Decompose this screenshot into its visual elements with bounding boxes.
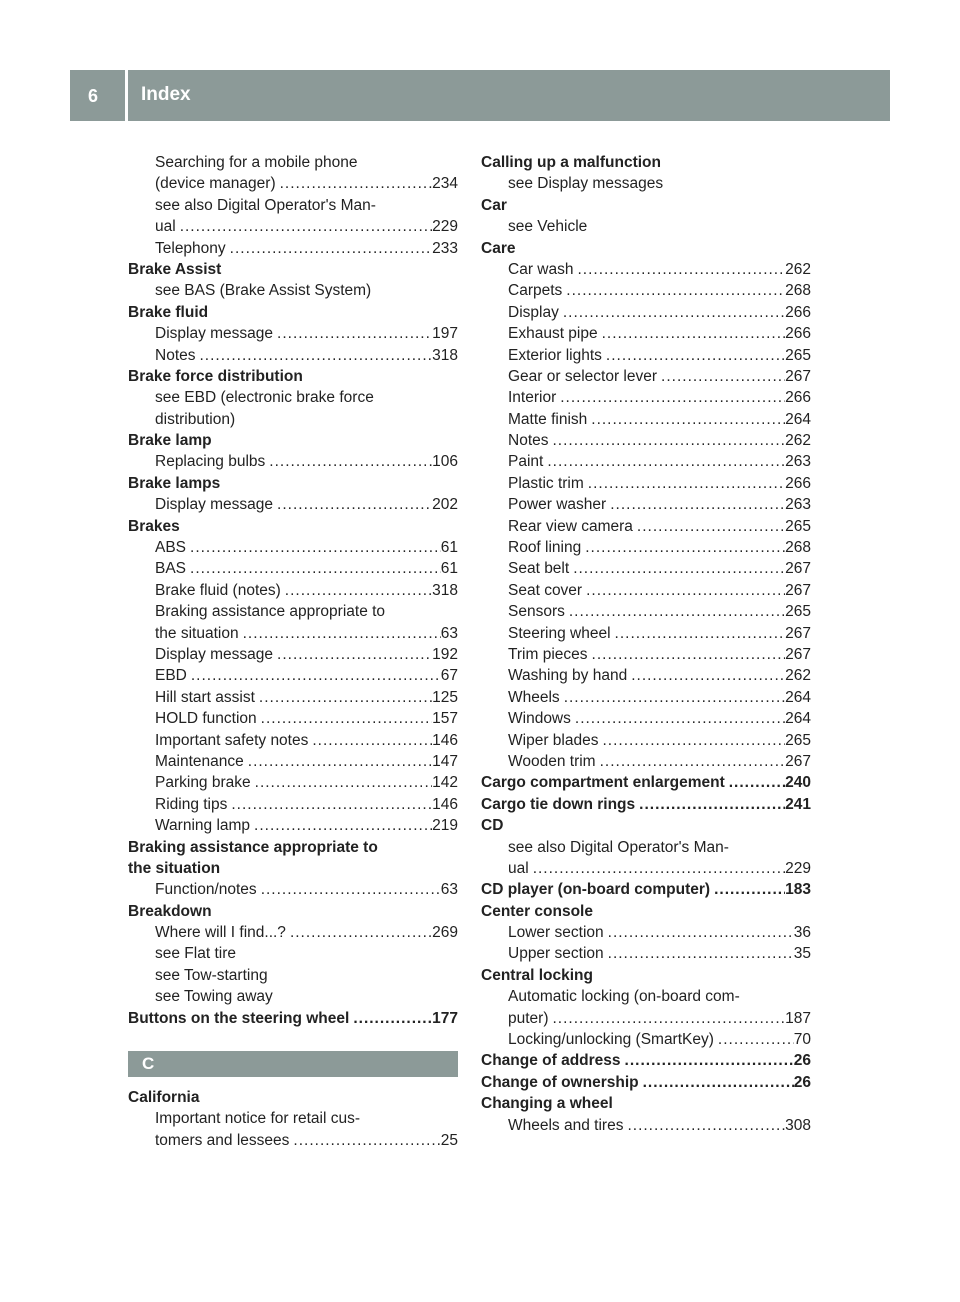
dot-leader: [604, 922, 794, 943]
index-subentry: [128, 879, 458, 900]
index-subentry: [481, 537, 811, 558]
entry-label: Change of address: [481, 1052, 621, 1070]
index-subentry: [128, 238, 458, 259]
index-subentry: [128, 730, 458, 751]
index-subentry: [481, 280, 811, 301]
page-reference: 265: [785, 517, 811, 535]
page-reference: 106: [432, 453, 458, 471]
page-reference: 265: [785, 346, 811, 364]
page-reference: 263: [785, 453, 811, 471]
page-reference: 241: [785, 795, 811, 813]
entry-label: ual: [155, 218, 176, 236]
dot-leader: [226, 238, 432, 259]
index-subentry: see also Digital Operator's Man-: [508, 838, 729, 856]
page-reference: 266: [785, 303, 811, 321]
dot-leader: [602, 345, 785, 366]
page-reference: 234: [432, 175, 458, 193]
entry-label: Display message: [155, 325, 274, 343]
entry-label: Interior: [508, 389, 557, 407]
page-reference: 263: [785, 496, 811, 514]
entry-label: Power washer: [508, 496, 607, 514]
index-subentry: [481, 1029, 811, 1050]
page-reference: 26: [793, 1052, 811, 1070]
page-reference: 26: [793, 1073, 811, 1091]
index-heading: Car: [481, 196, 507, 214]
index-subentry: see Tow-starting: [155, 966, 268, 984]
page-reference: 219: [432, 817, 458, 835]
index-subentry: see Display messages: [508, 175, 664, 193]
index-subentry: [128, 708, 458, 729]
page-reference: 25: [440, 1131, 458, 1149]
index-column-right: [481, 152, 811, 1136]
page-reference: 318: [432, 346, 458, 364]
entry-label: Roof lining: [508, 539, 582, 557]
entry-label: the situation: [155, 624, 239, 642]
entry-label: Windows: [508, 710, 571, 728]
index-subentry: see EBD (electronic brake force: [155, 389, 374, 407]
index-heading: Brake lamps: [128, 474, 221, 492]
dot-leader: [598, 323, 786, 344]
index-subentry: [481, 601, 811, 622]
page-reference: 197: [432, 325, 458, 343]
index-heading: [481, 1072, 811, 1093]
index-heading: Brakes: [128, 517, 180, 535]
index-subentry: [481, 623, 811, 644]
entry-label: Wiper blades: [508, 731, 599, 749]
page-reference: 267: [785, 645, 811, 663]
entry-label: Display: [508, 303, 559, 321]
index-column-left: [128, 152, 458, 1151]
page-reference: 266: [785, 325, 811, 343]
index-subentry: see Vehicle: [508, 218, 588, 236]
index-subentry: [128, 580, 458, 601]
page-reference: 229: [432, 218, 458, 236]
dot-leader: [611, 623, 786, 644]
entry-label: Paint: [508, 453, 544, 471]
dot-leader: [281, 580, 432, 601]
dot-leader: [244, 751, 432, 772]
index-subentry: [481, 259, 811, 280]
dot-leader: [543, 451, 785, 472]
dot-leader: [273, 323, 432, 344]
index-subentry: [481, 687, 811, 708]
dot-leader: [588, 644, 786, 665]
index-subentry: [481, 516, 811, 537]
index-heading: Care: [481, 239, 516, 257]
entry-label: ABS: [155, 539, 187, 557]
index-subentry: Braking assistance appropriate to: [155, 603, 386, 621]
dot-leader: [560, 687, 785, 708]
index-heading: [128, 1008, 458, 1029]
index-subentry: [128, 537, 458, 558]
dot-leader: [529, 858, 785, 879]
dot-leader: [186, 558, 441, 579]
index-subentry: [481, 494, 811, 515]
index-subentry: [128, 216, 458, 237]
page-reference: 233: [432, 239, 458, 257]
page-number: 6: [88, 86, 99, 106]
dot-leader: [349, 1008, 432, 1029]
index-subentry: [128, 665, 458, 686]
header-divider: [125, 70, 128, 121]
index-heading: [481, 1050, 811, 1071]
entry-label: Notes: [508, 432, 549, 450]
page-reference: 36: [793, 924, 811, 942]
entry-label: Riding tips: [155, 795, 228, 813]
page-reference: 268: [785, 539, 811, 557]
entry-label: Telephony: [155, 239, 226, 257]
page-header: [70, 70, 890, 121]
entry-label: Where will I find...?: [155, 924, 286, 942]
entry-label: Display message: [155, 496, 274, 514]
dot-leader: [273, 494, 432, 515]
dot-leader: [621, 1050, 794, 1071]
entry-label: Washing by hand: [508, 667, 628, 685]
entry-label: HOLD function: [155, 710, 257, 728]
entry-label: Important safety notes: [155, 731, 309, 749]
index-subentry: [128, 772, 458, 793]
index-subentry: [481, 409, 811, 430]
dot-leader: [571, 708, 785, 729]
dot-leader: [286, 922, 432, 943]
page-reference: 266: [785, 389, 811, 407]
index-subentry: see Towing away: [155, 988, 273, 1006]
page-reference: 125: [432, 688, 458, 706]
page-reference: 177: [432, 1009, 458, 1027]
index-heading: Brake Assist: [128, 260, 222, 278]
entry-label: Gear or selector lever: [508, 367, 658, 385]
entry-label: Display message: [155, 645, 274, 663]
dot-leader: [549, 430, 786, 451]
index-heading: Calling up a malfunction: [481, 154, 661, 171]
index-subentry: [481, 302, 811, 323]
entry-label: Upper section: [508, 945, 604, 963]
page-reference: 267: [785, 752, 811, 770]
index-subentry: [128, 751, 458, 772]
index-heading: CD: [481, 817, 504, 835]
entry-label: Warning lamp: [155, 817, 251, 835]
page-reference: 187: [785, 1009, 811, 1027]
index-heading: Brake force distribution: [128, 367, 303, 385]
entry-label: BAS: [155, 560, 187, 578]
index-subentry: [128, 558, 458, 579]
page-reference: 67: [440, 667, 458, 685]
page-reference: 240: [785, 774, 811, 792]
page-reference: 265: [785, 603, 811, 621]
index-subentry: see also Digital Operator's Man-: [155, 196, 376, 214]
index-subentry: [128, 451, 458, 472]
page-reference: 262: [785, 667, 811, 685]
index-subentry: [481, 922, 811, 943]
dot-leader: [635, 794, 785, 815]
index-heading: Brake fluid: [128, 303, 209, 321]
index-subentry: [128, 173, 458, 194]
index-subentry: [481, 473, 811, 494]
dot-leader: [627, 665, 785, 686]
entry-label: Steering wheel: [508, 624, 611, 642]
index-heading: [481, 772, 811, 793]
page-reference: 142: [432, 774, 458, 792]
index-subentry: [481, 387, 811, 408]
index-subentry: [481, 943, 811, 964]
page-reference: 264: [785, 688, 811, 706]
index-subentry: [481, 451, 811, 472]
page-reference: 269: [432, 924, 458, 942]
entry-label: puter): [508, 1009, 549, 1027]
index-subentry: [481, 323, 811, 344]
index-heading: Breakdown: [128, 902, 212, 920]
dot-leader: [186, 537, 441, 558]
dot-leader: [289, 1130, 440, 1151]
index-heading: Central locking: [481, 966, 593, 984]
entry-label: Trim pieces: [508, 645, 588, 663]
index-heading: [481, 794, 811, 815]
index-subentry: [481, 1008, 811, 1029]
dot-leader: [257, 708, 432, 729]
entry-label: tomers and lessees: [155, 1131, 290, 1149]
index-heading: Center console: [481, 902, 593, 920]
dot-leader: [573, 259, 785, 280]
entry-label: Change of ownership: [481, 1073, 639, 1091]
entry-label: EBD: [155, 667, 187, 685]
dot-leader: [598, 730, 785, 751]
entry-label: Function/notes: [155, 881, 257, 899]
dot-leader: [633, 516, 785, 537]
dot-leader: [276, 173, 433, 194]
dot-leader: [196, 345, 433, 366]
entry-label: Parking brake: [155, 774, 251, 792]
page-reference: 262: [785, 432, 811, 450]
dot-leader: [257, 879, 441, 900]
entry-label: Matte finish: [508, 410, 588, 428]
dot-leader: [255, 687, 432, 708]
page-reference: 268: [785, 282, 811, 300]
index-subentry: [481, 858, 811, 879]
index-subentry: Searching for a mobile phone: [155, 154, 358, 171]
page-reference: 157: [432, 710, 458, 728]
dot-leader: [187, 665, 441, 686]
dot-leader: [565, 601, 785, 622]
index-subentry: [128, 794, 458, 815]
entry-label: Replacing bulbs: [155, 453, 266, 471]
page-reference: 183: [785, 881, 811, 899]
index-subentry: Important notice for retail cus-: [155, 1110, 361, 1128]
dot-leader: [606, 494, 785, 515]
index-subentry: [128, 345, 458, 366]
dot-leader: [714, 1029, 794, 1050]
index-subentry: [128, 815, 458, 836]
dot-leader: [562, 280, 785, 301]
index-subentry: [128, 1130, 458, 1151]
index-subentry: [481, 751, 811, 772]
dot-leader: [556, 387, 785, 408]
index-heading: Brake lamp: [128, 432, 212, 450]
entry-label: Car wash: [508, 260, 574, 278]
dot-leader: [273, 644, 432, 665]
section-title: Index: [141, 84, 191, 105]
index-heading: the situation: [128, 859, 221, 877]
entry-label: Cargo tie down rings: [481, 795, 636, 813]
page-reference: 147: [432, 752, 458, 770]
dot-leader: [623, 1115, 785, 1136]
page-reference: 35: [793, 945, 811, 963]
page-reference: 262: [785, 260, 811, 278]
dot-leader: [584, 473, 785, 494]
dot-leader: [227, 794, 432, 815]
entry-label: Hill start assist: [155, 688, 255, 706]
entry-label: Carpets: [508, 282, 563, 300]
dot-leader: [581, 537, 785, 558]
page-reference: 267: [785, 581, 811, 599]
page-reference: 264: [785, 710, 811, 728]
index-heading: [481, 879, 811, 900]
dot-leader: [176, 216, 432, 237]
page-reference: 70: [793, 1031, 811, 1049]
page-reference: 308: [785, 1116, 811, 1134]
entry-label: Seat cover: [508, 581, 583, 599]
index-subentry: [481, 665, 811, 686]
page-reference: 266: [785, 474, 811, 492]
page-reference: 63: [440, 881, 458, 899]
entry-label: Buttons on the steering wheel: [128, 1009, 350, 1027]
index-heading: Braking assistance appropriate to: [128, 838, 378, 856]
dot-leader: [559, 302, 785, 323]
index-heading: California: [128, 1089, 200, 1107]
entry-label: Rear view camera: [508, 517, 633, 535]
page-reference: 61: [440, 539, 458, 557]
entry-label: Wheels: [508, 688, 560, 706]
index-subentry: [481, 1115, 811, 1136]
dot-leader: [569, 558, 785, 579]
entry-label: Exterior lights: [508, 346, 602, 364]
index-heading: Changing a wheel: [481, 1095, 613, 1113]
entry-label: Sensors: [508, 603, 565, 621]
index-subentry: distribution): [155, 410, 236, 428]
index-subentry: [128, 644, 458, 665]
index-subentry: [481, 430, 811, 451]
dot-leader: [587, 409, 785, 430]
index-subentry: [128, 494, 458, 515]
index-subentry: [481, 644, 811, 665]
entry-label: Lower section: [508, 924, 604, 942]
dot-leader: [308, 730, 432, 751]
page-reference: 265: [785, 731, 811, 749]
index-subentry: [128, 922, 458, 943]
index-subentry: [481, 345, 811, 366]
entry-label: Wooden trim: [508, 752, 596, 770]
entry-label: Locking/unlocking (SmartKey): [508, 1031, 714, 1049]
index-subentry: [481, 708, 811, 729]
entry-label: ual: [508, 859, 529, 877]
entry-label: (device manager): [155, 175, 276, 193]
index-subentry: [481, 366, 811, 387]
page-reference: 63: [440, 624, 458, 642]
entry-label: Brake fluid (notes): [155, 581, 281, 599]
page-reference: 264: [785, 410, 811, 428]
letter-section-header: C: [128, 1051, 458, 1077]
dot-leader: [251, 772, 432, 793]
entry-label: Maintenance: [155, 752, 244, 770]
page-reference: 229: [785, 859, 811, 877]
entry-label: Cargo compartment enlargement: [481, 774, 725, 792]
page-reference: 146: [432, 731, 458, 749]
dot-leader: [710, 879, 785, 900]
entry-label: Plastic trim: [508, 474, 584, 492]
page-reference: 318: [432, 581, 458, 599]
index-subentry: [481, 580, 811, 601]
dot-leader: [549, 1008, 786, 1029]
entry-label: Exhaust pipe: [508, 325, 598, 343]
page-reference: 192: [432, 645, 458, 663]
dot-leader: [250, 815, 432, 836]
dot-leader: [582, 580, 785, 601]
dot-leader: [725, 772, 785, 793]
dot-leader: [639, 1072, 794, 1093]
page-reference: 146: [432, 795, 458, 813]
dot-leader: [265, 451, 432, 472]
page-reference: 267: [785, 560, 811, 578]
index-subentry: [128, 623, 458, 644]
index-subentry: [481, 558, 811, 579]
dot-leader: [657, 366, 785, 387]
index-subentry: see BAS (Brake Assist System): [155, 282, 372, 300]
dot-leader: [596, 751, 786, 772]
index-subentry: [128, 687, 458, 708]
index-subentry: see Flat tire: [155, 945, 236, 963]
index-subentry: [128, 323, 458, 344]
entry-label: Wheels and tires: [508, 1116, 624, 1134]
entry-label: Seat belt: [508, 560, 570, 578]
page-reference: 61: [440, 560, 458, 578]
entry-label: Notes: [155, 346, 196, 364]
index-subentry: Automatic locking (on-board com-: [508, 988, 740, 1006]
dot-leader: [239, 623, 441, 644]
page-reference: 202: [432, 496, 458, 514]
index-subentry: [481, 730, 811, 751]
entry-label: CD player (on-board computer): [481, 881, 711, 899]
page-reference: 267: [785, 367, 811, 385]
dot-leader: [604, 943, 794, 964]
page-reference: 267: [785, 624, 811, 642]
